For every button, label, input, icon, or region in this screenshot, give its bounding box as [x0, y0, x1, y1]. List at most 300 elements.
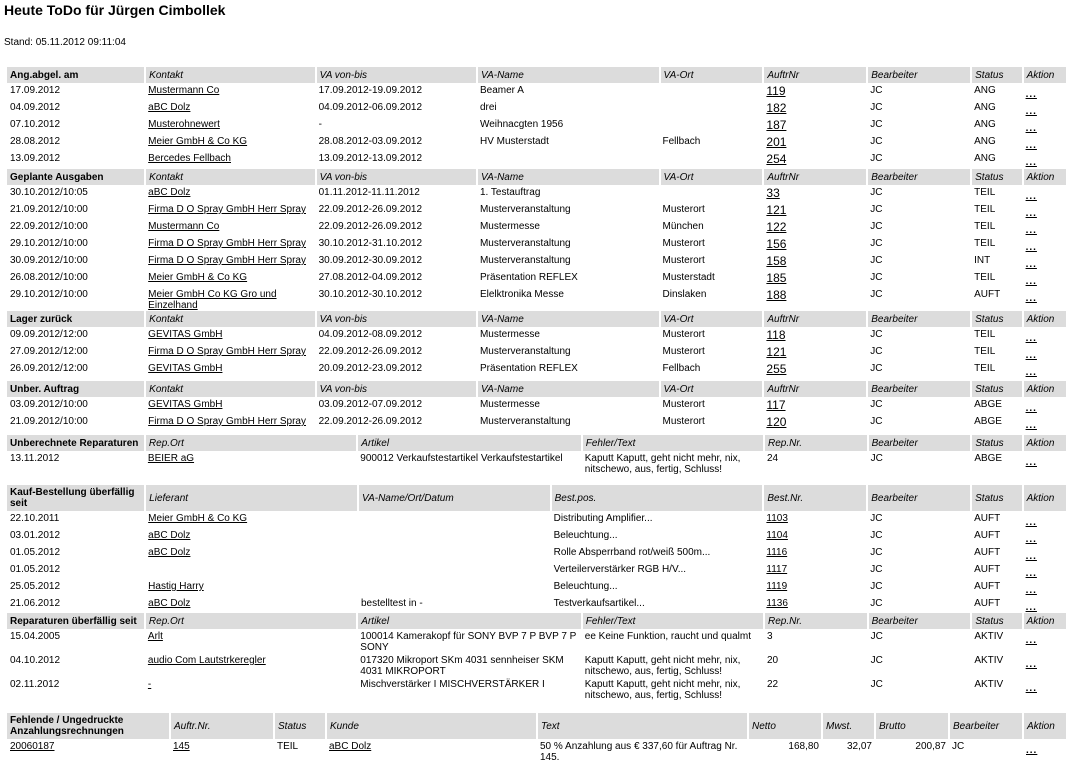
column-header: Auftr.Nr. — [170, 713, 274, 739]
lieferant-cell[interactable] — [145, 562, 358, 579]
section-table — [7, 613, 1066, 701]
row-action-link[interactable]: ... — [1025, 602, 1037, 613]
status: ANG — [974, 136, 996, 147]
row-action-link[interactable]: ... — [1026, 745, 1038, 756]
best-nr-link[interactable]: 1103 — [766, 513, 788, 524]
bearbeiter: JC — [870, 153, 883, 164]
va-name-cell — [477, 397, 660, 414]
kontakt-link[interactable]: aBC Dolz — [148, 187, 191, 198]
best-nr-cell[interactable] — [763, 562, 867, 579]
aktion-cell[interactable] — [1023, 327, 1066, 344]
kontakt-link[interactable]: aBC Dolz — [148, 102, 191, 113]
row-action-link[interactable]: ... — [1025, 659, 1037, 670]
section-6 — [7, 613, 1066, 701]
auftr-nr-cell[interactable] — [763, 236, 867, 253]
date-cell — [7, 562, 145, 579]
aktion-cell[interactable] — [1023, 100, 1066, 117]
rep-nr: 3 — [766, 631, 773, 642]
bearbeiter-cell — [867, 344, 971, 361]
kontakt-link[interactable]: GEVITAS GmbH — [148, 329, 223, 340]
kontakt-link[interactable]: Bercedes Fellbach — [148, 153, 231, 164]
section-title: Reparaturen überfällig seit — [7, 613, 145, 629]
row-action-link[interactable]: ... — [1025, 333, 1037, 344]
row-action-link[interactable]: ... — [1025, 420, 1037, 431]
status: INT — [974, 255, 991, 266]
va-von-bis-cell — [316, 344, 477, 361]
best-pos-cell — [551, 596, 764, 613]
row-action-link[interactable]: ... — [1025, 276, 1037, 287]
kontakt-link[interactable]: Firma D O Spray GmbH Herr Spray — [148, 204, 306, 215]
status: TEIL — [974, 363, 996, 374]
auftr-nr-link[interactable]: 119 — [766, 84, 786, 98]
column-header-status: Status — [971, 485, 1022, 511]
va-von-bis: 20.09.2012-23.09.2012 — [318, 363, 423, 374]
rechnung-nr-cell[interactable] — [7, 739, 170, 763]
fehler-text: Kaputt Kaputt, geht nicht mehr, nix, nitschewo, aus, fertig, Schluss! — [584, 679, 741, 701]
bearbeiter: JC — [870, 272, 883, 283]
row-action-link[interactable]: ... — [1025, 106, 1037, 117]
table-row — [7, 185, 1066, 202]
auftr-nr-link[interactable]: 188 — [766, 288, 787, 302]
auftr-nr-link[interactable]: 121 — [766, 345, 787, 359]
best-nr-link[interactable]: 1136 — [766, 598, 788, 609]
aktion-cell[interactable] — [1023, 511, 1066, 528]
auftr-nr-cell[interactable] — [170, 739, 274, 763]
rep-ort-cell[interactable] — [145, 677, 357, 701]
table-row — [7, 100, 1066, 117]
table-row — [7, 677, 1066, 701]
aktion-cell[interactable] — [1023, 361, 1066, 378]
aktion-cell[interactable] — [1023, 134, 1066, 151]
auftr-nr-cell[interactable] — [763, 253, 867, 270]
brutto-cell — [875, 739, 949, 763]
kontakt-link[interactable]: Firma D O Spray GmbH Herr Spray — [148, 346, 306, 357]
auftr-nr-cell[interactable] — [763, 344, 867, 361]
date: 22.09.2012/10:00 — [10, 221, 88, 232]
row-action-link[interactable]: ... — [1025, 551, 1037, 562]
auftr-nr-link[interactable]: 120 — [766, 415, 787, 429]
va-name-cell — [477, 327, 660, 344]
va-von-bis-cell — [316, 327, 477, 344]
aktion-cell[interactable] — [1023, 562, 1066, 579]
kontakt-link[interactable]: Meier GmbH Co KG Gro und Einzelhand — [148, 289, 277, 311]
section-table — [7, 169, 1066, 311]
date-cell — [7, 100, 145, 117]
auftr-nr-cell[interactable] — [763, 83, 867, 100]
row-action-link[interactable]: ... — [1025, 403, 1037, 414]
kontakt-cell[interactable] — [145, 100, 315, 117]
kontakt-cell[interactable] — [145, 117, 315, 134]
fehler-text-cell — [582, 653, 764, 677]
column-header-aktion: Aktion — [1023, 613, 1066, 629]
aktion-cell[interactable] — [1023, 545, 1066, 562]
bearbeiter-cell — [868, 653, 972, 677]
kontakt-link[interactable]: Firma D O Spray GmbH Herr Spray — [148, 416, 306, 427]
bearbeiter: JC — [870, 255, 883, 266]
aktion-cell[interactable] — [1023, 83, 1066, 100]
rep-ort-cell[interactable] — [145, 653, 357, 677]
auftr-nr-cell[interactable] — [763, 270, 867, 287]
va-name-cell — [477, 270, 660, 287]
bearbeiter: JC — [870, 204, 883, 215]
column-header: Lieferant — [145, 485, 358, 511]
rep-ort-link[interactable]: BEIER aG — [147, 453, 195, 464]
bearbeiter-cell — [867, 579, 971, 596]
rep-ort-cell[interactable] — [145, 451, 357, 475]
kontakt-cell[interactable] — [145, 134, 315, 151]
status: TEIL — [974, 221, 996, 232]
row-action-link[interactable]: ... — [1025, 457, 1037, 468]
kontakt-cell[interactable] — [145, 185, 315, 202]
column-header: Rep.Ort — [145, 435, 357, 451]
table-row — [7, 327, 1066, 344]
va-ort-cell — [660, 344, 764, 361]
status: TEIL — [974, 346, 996, 357]
va-von-bis-cell — [316, 134, 477, 151]
auftr-nr-link[interactable]: 255 — [766, 362, 787, 376]
row-action-link[interactable]: ... — [1025, 585, 1037, 596]
aktion-cell[interactable] — [1023, 596, 1066, 613]
netto: 168,80 — [788, 741, 819, 752]
kontakt-cell[interactable] — [145, 397, 315, 414]
best-nr-cell[interactable] — [763, 511, 867, 528]
section-title: Geplante Ausgaben — [7, 169, 145, 185]
aktion-cell[interactable] — [1023, 653, 1066, 677]
column-header-bearbeiter: Bearbeiter — [867, 485, 971, 511]
va-name: Beamer A — [479, 85, 524, 96]
status: AKTIV — [974, 679, 1004, 690]
table-row — [7, 134, 1066, 151]
kontakt-link[interactable]: Musterohnewert — [148, 119, 220, 130]
aktion-cell[interactable] — [1023, 629, 1066, 653]
column-header: Kunde — [326, 713, 537, 739]
auftr-nr-link[interactable]: 201 — [766, 135, 787, 149]
auftr-nr-link[interactable]: 121 — [766, 203, 787, 217]
status-cell — [971, 327, 1022, 344]
aktion-cell[interactable] — [1023, 414, 1066, 431]
kontakt-cell[interactable] — [145, 361, 315, 378]
section-header-row — [7, 67, 1066, 83]
aktion-cell[interactable] — [1023, 287, 1066, 311]
va-name-ort-datum: bestelltest in - — [360, 598, 423, 609]
best-nr-cell[interactable] — [763, 545, 867, 562]
auftr-nr-link[interactable]: 187 — [766, 118, 787, 132]
kontakt-cell[interactable] — [145, 270, 315, 287]
kontakt-cell[interactable] — [145, 287, 315, 311]
best-pos-cell — [551, 562, 764, 579]
artikel: Mischverstärker I MISCHVERSTÄRKER I — [360, 679, 545, 690]
kontakt-link[interactable]: Firma D O Spray GmbH Herr Spray — [148, 238, 306, 249]
lieferant-cell[interactable] — [145, 545, 358, 562]
va-ort: Fellbach — [662, 136, 701, 147]
row-action-link[interactable]: ... — [1025, 534, 1037, 545]
va-ort-cell — [660, 236, 764, 253]
column-header: Brutto — [875, 713, 949, 739]
lieferant-link[interactable]: aBC Dolz — [148, 530, 191, 541]
lieferant-link[interactable]: aBC Dolz — [148, 547, 191, 558]
table-row — [7, 739, 1066, 763]
lieferant-cell[interactable] — [145, 579, 358, 596]
kontakt-link[interactable]: GEVITAS GmbH — [148, 399, 223, 410]
date-cell — [7, 677, 145, 701]
kontakt-cell[interactable] — [145, 344, 315, 361]
status-cell — [971, 236, 1022, 253]
kontakt-cell[interactable] — [145, 202, 315, 219]
va-ort: Dinslaken — [662, 289, 707, 300]
date-cell — [7, 414, 145, 431]
kontakt-link[interactable]: Mustermann Co — [148, 221, 220, 232]
va-von-bis-cell — [316, 117, 477, 134]
va-von-bis-cell — [316, 287, 477, 311]
auftr-nr-link[interactable]: 145 — [173, 741, 190, 752]
auftr-nr-cell[interactable] — [763, 134, 867, 151]
best-nr-cell[interactable] — [763, 528, 867, 545]
row-action-link[interactable]: ... — [1025, 635, 1037, 646]
auftr-nr-cell[interactable] — [763, 287, 867, 311]
aktion-cell[interactable] — [1023, 185, 1066, 202]
va-von-bis-cell — [316, 202, 477, 219]
bearbeiter: JC — [870, 221, 883, 232]
auftr-nr-link[interactable]: 185 — [766, 271, 787, 285]
date-cell — [7, 185, 145, 202]
table-row — [7, 253, 1066, 270]
date-cell — [7, 511, 145, 528]
status: ANG — [974, 119, 996, 130]
section-table — [7, 713, 1066, 763]
va-name: Mustermesse — [479, 221, 540, 232]
column-header-aktion: Aktion — [1023, 485, 1066, 511]
auftr-nr-cell[interactable] — [763, 361, 867, 378]
column-header: Text — [537, 713, 748, 739]
auftr-nr-cell[interactable] — [763, 219, 867, 236]
column-header: Status — [274, 713, 326, 739]
kontakt-link[interactable]: Meier GmbH & Co KG — [148, 272, 248, 283]
kontakt-link[interactable]: Meier GmbH & Co KG — [148, 136, 248, 147]
date-cell — [7, 219, 145, 236]
auftr-nr-link[interactable]: 118 — [766, 328, 786, 342]
status: ANG — [974, 102, 996, 113]
date-cell — [7, 629, 145, 653]
fehler-text: Kaputt Kaputt, geht nicht mehr, nix, nitschewo, aus, fertig, Schluss! — [584, 655, 741, 677]
table-row — [7, 451, 1066, 475]
section-0 — [7, 67, 1066, 168]
rechnung-nr-link[interactable]: 20060187 — [10, 741, 55, 752]
status-cell — [971, 596, 1022, 613]
va-ort: Musterort — [662, 255, 705, 266]
rep-ort-cell[interactable] — [145, 629, 357, 653]
auftr-nr-cell[interactable] — [763, 202, 867, 219]
rep-ort-link[interactable]: - — [147, 679, 152, 690]
auftr-nr-cell[interactable] — [763, 117, 867, 134]
lieferant-cell[interactable] — [145, 511, 358, 528]
date-cell — [7, 83, 145, 100]
best-nr-cell[interactable] — [763, 596, 867, 613]
section-header-row — [7, 381, 1066, 397]
aktion-cell[interactable] — [1023, 236, 1066, 253]
row-action-link[interactable]: ... — [1025, 568, 1037, 579]
column-header: VA-Ort — [660, 311, 764, 327]
va-von-bis-cell — [316, 83, 477, 100]
column-header: AuftrNr — [763, 311, 867, 327]
row-action-link[interactable]: ... — [1025, 157, 1037, 168]
va-name-cell — [477, 100, 660, 117]
va-name: Musterveranstaltung — [479, 346, 571, 357]
bearbeiter-cell — [867, 134, 971, 151]
best-pos: Verteilerverstärker RGB H/V... — [553, 564, 687, 575]
va-von-bis-cell — [316, 397, 477, 414]
auftr-nr-cell[interactable] — [763, 397, 867, 414]
best-nr-link[interactable]: 1104 — [766, 530, 788, 541]
kontakt-link[interactable]: Mustermann Co — [148, 85, 220, 96]
section-table — [7, 485, 1066, 613]
status-cell — [971, 270, 1022, 287]
aktion-cell[interactable] — [1023, 451, 1066, 475]
column-header: Fehler/Text — [582, 613, 764, 629]
lieferant-cell[interactable] — [145, 596, 358, 613]
bearbeiter-cell — [867, 219, 971, 236]
bearbeiter-cell — [867, 185, 971, 202]
column-header-bearbeiter: Bearbeiter — [867, 311, 971, 327]
best-nr-link[interactable]: 1116 — [766, 547, 788, 558]
table-row — [7, 83, 1066, 100]
auftr-nr-link[interactable]: 182 — [766, 101, 787, 115]
date-cell — [7, 327, 145, 344]
kontakt-cell[interactable] — [145, 253, 315, 270]
lieferant-cell[interactable] — [145, 528, 358, 545]
row-action-link[interactable]: ... — [1025, 89, 1037, 100]
row-action-link[interactable]: ... — [1025, 140, 1037, 151]
lieferant-link[interactable]: Hastig Harry — [148, 581, 204, 592]
row-action-link[interactable]: ... — [1025, 367, 1037, 378]
brutto: 200,87 — [915, 741, 946, 752]
auftr-nr-link[interactable]: 122 — [766, 220, 787, 234]
status-cell — [971, 202, 1022, 219]
kunde-cell[interactable] — [326, 739, 537, 763]
bearbeiter: JC — [870, 346, 883, 357]
lieferant-link[interactable]: Meier GmbH & Co KG — [148, 513, 248, 524]
aktion-cell[interactable] — [1023, 528, 1066, 545]
kontakt-cell[interactable] — [145, 327, 315, 344]
aktion-cell[interactable] — [1023, 344, 1066, 361]
row-action-link[interactable]: ... — [1025, 225, 1037, 236]
auftr-nr-link[interactable]: 158 — [766, 254, 787, 268]
column-header: Best.Nr. — [763, 485, 867, 511]
kontakt-cell[interactable] — [145, 219, 315, 236]
kontakt-cell[interactable] — [145, 151, 315, 168]
date: 03.09.2012/10:00 — [10, 399, 88, 410]
aktion-cell[interactable] — [1023, 117, 1066, 134]
bearbeiter-cell — [949, 739, 1023, 763]
auftr-nr-link[interactable]: 33 — [766, 186, 780, 200]
date-cell — [7, 202, 145, 219]
va-ort-cell — [660, 117, 764, 134]
auftr-nr-cell[interactable] — [763, 100, 867, 117]
bearbeiter: JC — [870, 581, 883, 592]
best-pos: Beleuchtung... — [553, 581, 618, 592]
va-name-cell — [477, 287, 660, 311]
row-action-link[interactable]: ... — [1025, 191, 1037, 202]
column-header: VA von-bis — [316, 169, 477, 185]
kontakt-cell[interactable] — [145, 236, 315, 253]
row-action-link[interactable]: ... — [1025, 208, 1037, 219]
aktion-cell[interactable] — [1023, 219, 1066, 236]
table-row — [7, 596, 1066, 613]
bearbeiter-cell — [867, 545, 971, 562]
column-header: VA-Ort — [660, 169, 764, 185]
column-header: Artikel — [357, 435, 581, 451]
date-cell — [7, 134, 145, 151]
aktion-cell[interactable] — [1023, 579, 1066, 596]
artikel: 900012 Verkaufstestartikel Verkaufstestartikel — [360, 453, 563, 464]
bearbeiter: JC — [952, 741, 965, 752]
rep-ort-link[interactable]: Arlt — [147, 631, 163, 642]
section-title: Unberechnete Reparaturen — [7, 435, 145, 451]
bearbeiter-cell — [867, 397, 971, 414]
aktion-cell[interactable] — [1023, 151, 1066, 168]
best-nr-cell[interactable] — [763, 579, 867, 596]
row-action-link[interactable]: ... — [1025, 683, 1037, 694]
aktion-cell[interactable] — [1023, 270, 1066, 287]
status-cell — [971, 414, 1022, 431]
best-nr-link[interactable]: 1119 — [766, 581, 788, 592]
row-action-link[interactable]: ... — [1025, 293, 1037, 304]
rep-nr-cell — [764, 629, 868, 653]
row-action-link[interactable]: ... — [1025, 259, 1037, 270]
auftr-nr-link[interactable]: 117 — [766, 398, 786, 412]
kontakt-cell[interactable] — [145, 414, 315, 431]
aktion-cell[interactable] — [1023, 253, 1066, 270]
row-action-link[interactable]: ... — [1025, 350, 1037, 361]
kontakt-cell[interactable] — [145, 83, 315, 100]
kunde-link[interactable]: aBC Dolz — [329, 741, 372, 752]
kontakt-link[interactable]: Firma D O Spray GmbH Herr Spray — [148, 255, 306, 266]
table-row — [7, 151, 1066, 168]
lieferant-link[interactable]: aBC Dolz — [148, 598, 191, 609]
auftr-nr-link[interactable]: 156 — [766, 237, 787, 251]
row-action-link[interactable]: ... — [1025, 242, 1037, 253]
rep-ort-link[interactable]: audio Com Lautstrkeregler — [147, 655, 266, 666]
date: 29.10.2012/10:00 — [10, 289, 88, 300]
section-header-row — [7, 169, 1066, 185]
status-cell — [971, 253, 1022, 270]
anzahlung-text-cell — [537, 739, 748, 763]
artikel-cell — [357, 451, 581, 475]
row-action-link[interactable]: ... — [1025, 517, 1037, 528]
aktion-cell[interactable] — [1023, 677, 1066, 701]
auftr-nr-cell[interactable] — [763, 414, 867, 431]
va-von-bis-cell — [316, 151, 477, 168]
column-header: VA von-bis — [316, 67, 477, 83]
kontakt-link[interactable]: GEVITAS GmbH — [148, 363, 223, 374]
best-nr-link[interactable]: 1117 — [766, 564, 788, 575]
section-header-row — [7, 435, 1066, 451]
aktion-cell[interactable] — [1023, 397, 1066, 414]
column-header: Rep.Ort — [145, 613, 357, 629]
va-ort-cell — [660, 202, 764, 219]
auftr-nr-cell[interactable] — [763, 185, 867, 202]
auftr-nr-link[interactable]: 254 — [766, 152, 787, 166]
aktion-cell[interactable] — [1023, 202, 1066, 219]
bearbeiter-cell — [867, 528, 971, 545]
bearbeiter: JC — [870, 187, 883, 198]
column-header: VA-Name — [477, 67, 660, 83]
column-header: VA-Name — [477, 169, 660, 185]
aktion-cell[interactable] — [1023, 739, 1066, 763]
column-header-bearbeiter: Bearbeiter — [867, 169, 971, 185]
auftr-nr-cell[interactable] — [763, 327, 867, 344]
row-action-link[interactable]: ... — [1025, 123, 1037, 134]
auftr-nr-cell[interactable] — [763, 151, 867, 168]
